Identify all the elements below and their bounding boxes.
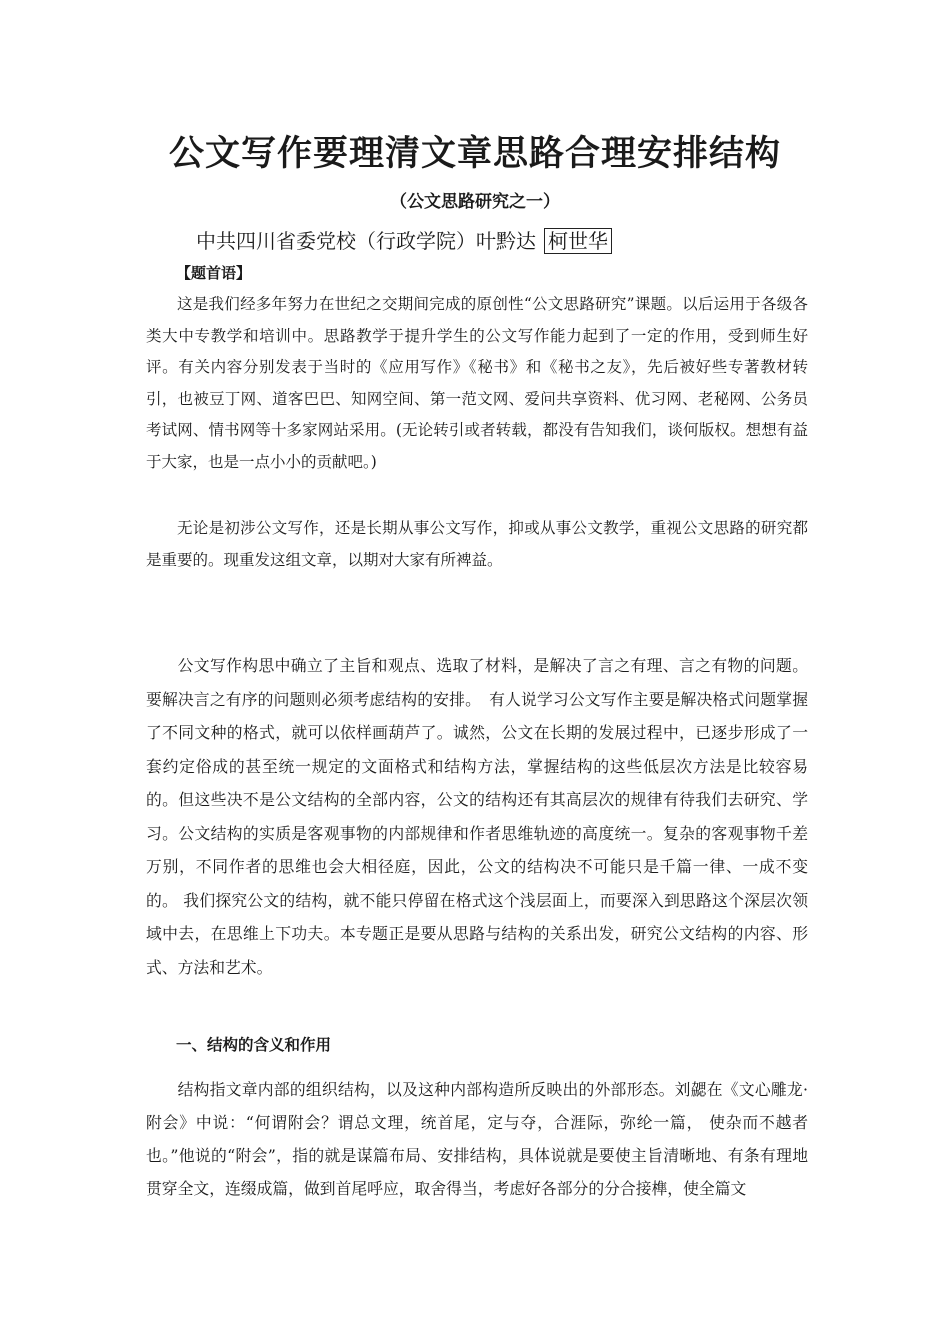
preface-paragraph: 无论是初涉公文写作，还是长期从事公文写作，抑或从事公文教学，重视公文思路的研究都是重要的。现重发这组文章，以期对大家有所裨益。	[146, 519, 808, 569]
document-title: 公文写作要理清文章思路合理安排结构	[168, 134, 781, 174]
document-subtitle: （公文思路研究之一）	[390, 192, 560, 212]
author-name: 中共四川省委党校（行政学院）叶黔达	[196, 229, 536, 253]
preface-label: 【题首语】	[176, 264, 252, 282]
section-paragraph: 结构指文章内部的组织结构，以及这种内部构造所反映出的外部形态。刘勰在《文心雕龙·附会》中说：“何谓附会？谓总文理，统首尾，定与夺，合涯际，弥纶一篇， 使杂而不越者也。”他说的“附会”，指的就是谋篇布局、安排结构，具体说就是要使主旨清晰地、有条有理地贯穿全文，连缀成篇，做到首尾呼应，取舍得当，考虑好各部分的分合接榫，使全篇文	[146, 1080, 808, 1198]
body-paragraph: 公文写作构思中确立了主旨和观点、选取了材料，是解决了言之有理、言之有物的问题。要解决言之有序的问题则必须考虑结构的安排。 有人说学习公文写作主要是解决格式问题掌握了不同文种的格式，就可以依样画葫芦了。诚然，公文在长期的发展过程中，已逐步形成了一套约定俗成的甚至统一规定的文面格式和结构方法，掌握结构的这些低层次方法是比较容易的。但这些决不是公文结构的全部内容，公文的结构还有其高层次的规律有待我们去研究、学习。公文结构的实质是客观事物的内部规律和作者思维轨迹的高度统一。复杂的客观事物千差万别，不同作者的思维也会大相径庭，因此，公文的结构决不可能只是千篇一律、一成不变的。 我们探究公文的结构，就不能只停留在格式这个浅层面上，而要深入到思路这个深层次领域中去，在思维上下功夫。本专题正是要从思路与结构的关系出发，研究公文结构的内容、形式、方法和艺术。	[146, 656, 808, 977]
author-line	[196, 225, 612, 254]
preface-paragraph: 这是我们经多年努力在世纪之交期间完成的原创性“公文思路研究”课题。以后运用于各级各类大中专教学和培训中。思路教学于提升学生的公文写作能力起到了一定的作用，受到师生好评。有关内容分别发表于当时的《应用写作》《秘书》和《秘书之友》，先后被好些专著教材转引，也被豆丁网、道客巴巴、知网空间、第一范文网、爱问共享资料、优习网、老秘网、公务员考试网、情书网等十多家网站采用。(无论转引或者转载，都没有告知我们，谈何版权。想想有益于大家，也是一点小小的贡献吧。)	[146, 295, 808, 471]
author-boxed-name: 柯世华	[544, 228, 612, 254]
section-heading: 一、结构的含义和作用	[176, 1036, 332, 1054]
